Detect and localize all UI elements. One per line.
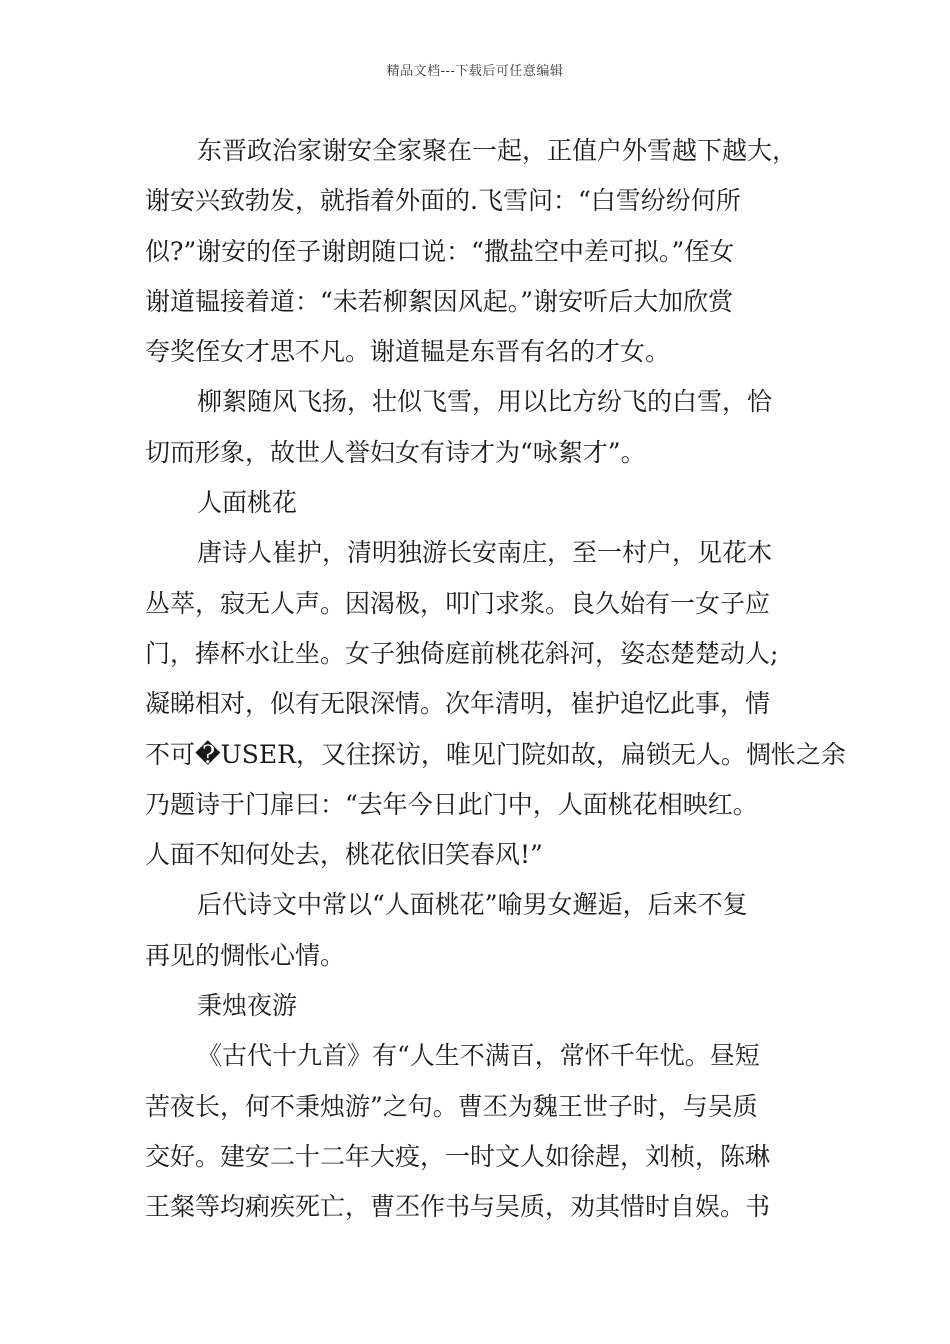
text-line: 再见的惆怅心情。	[145, 940, 346, 970]
text-line: 凝睇相对，似有无限深情。次年清明，崔护追忆此事，情	[145, 689, 771, 719]
text-line: 唐诗人崔护，清明独游长安南庄，至一村户，见花木	[197, 538, 773, 568]
section-heading-bingzhu-yeyou: 秉烛夜游	[197, 991, 298, 1021]
text-line: 东晋政治家谢安全家聚在一起，正值户外雪越下越大，	[197, 136, 798, 165]
text-line: 谢道韫接着道：“未若柳絮因风起。”谢安听后大加欣赏	[145, 286, 734, 316]
text-line: 夸奖侄女才思不凡。谢道韫是东晋有名的才女。	[145, 337, 671, 367]
text-line: 交好。建安二十二年大疫，一时文人如徐趕，刘桢，陈琳	[145, 1141, 771, 1171]
text-line: 人面不知何处去，桃花依旧笑春风!”	[145, 840, 543, 870]
page-header: 精品文档---下载后可任意编辑	[386, 64, 564, 79]
text-line: 丛萃，寂无人声。因渴极，叩门求浆。良久始有一女子应	[145, 588, 771, 618]
text-line: 柳絮随风飞扬，壮似飞雪，用以比方纷飞的白雪，恰	[197, 387, 773, 417]
text-line: 门，捧杯水让坐。女子独倚庭前桃花斜河，姿态楚楚动人;	[145, 638, 779, 668]
text-line: 《古代十九首》有“人生不满百，常怀千年忧。昼短	[197, 1041, 760, 1071]
text-line: 苦夜长，何不秉烛游”之句。曹丕为魏王世子时，与吴质	[145, 1091, 758, 1121]
text-line: 王粲等均痢疾死亡，曹丕作书与吴质，劝其惜时自娱。书	[145, 1192, 771, 1222]
section-heading-renmian-taohua: 人面桃花	[197, 488, 298, 518]
text-line: 后代诗文中常以“人面桃花”喻男女邂逅，后来不复	[197, 890, 748, 920]
text-line: 谢安兴致勃发，就指着外面的.飞雪问：“白雪纷纷何所	[145, 186, 741, 216]
text-line: 切而形象，故世人誉妇女有诗才为“咏絮才”。	[145, 437, 646, 467]
text-line: 乃题诗于门扉曰：“去年今日此门中，人面桃花相映红。	[145, 789, 758, 819]
text-line: 似?”谢安的侄子谢朗随口说：“撒盐空中差可拟。”侄女	[145, 236, 735, 266]
text-line: 不可�USER，又往探访，唯见门院如故，扁锁无人。惆怅之余	[145, 739, 846, 769]
document-body	[145, 126, 846, 1233]
